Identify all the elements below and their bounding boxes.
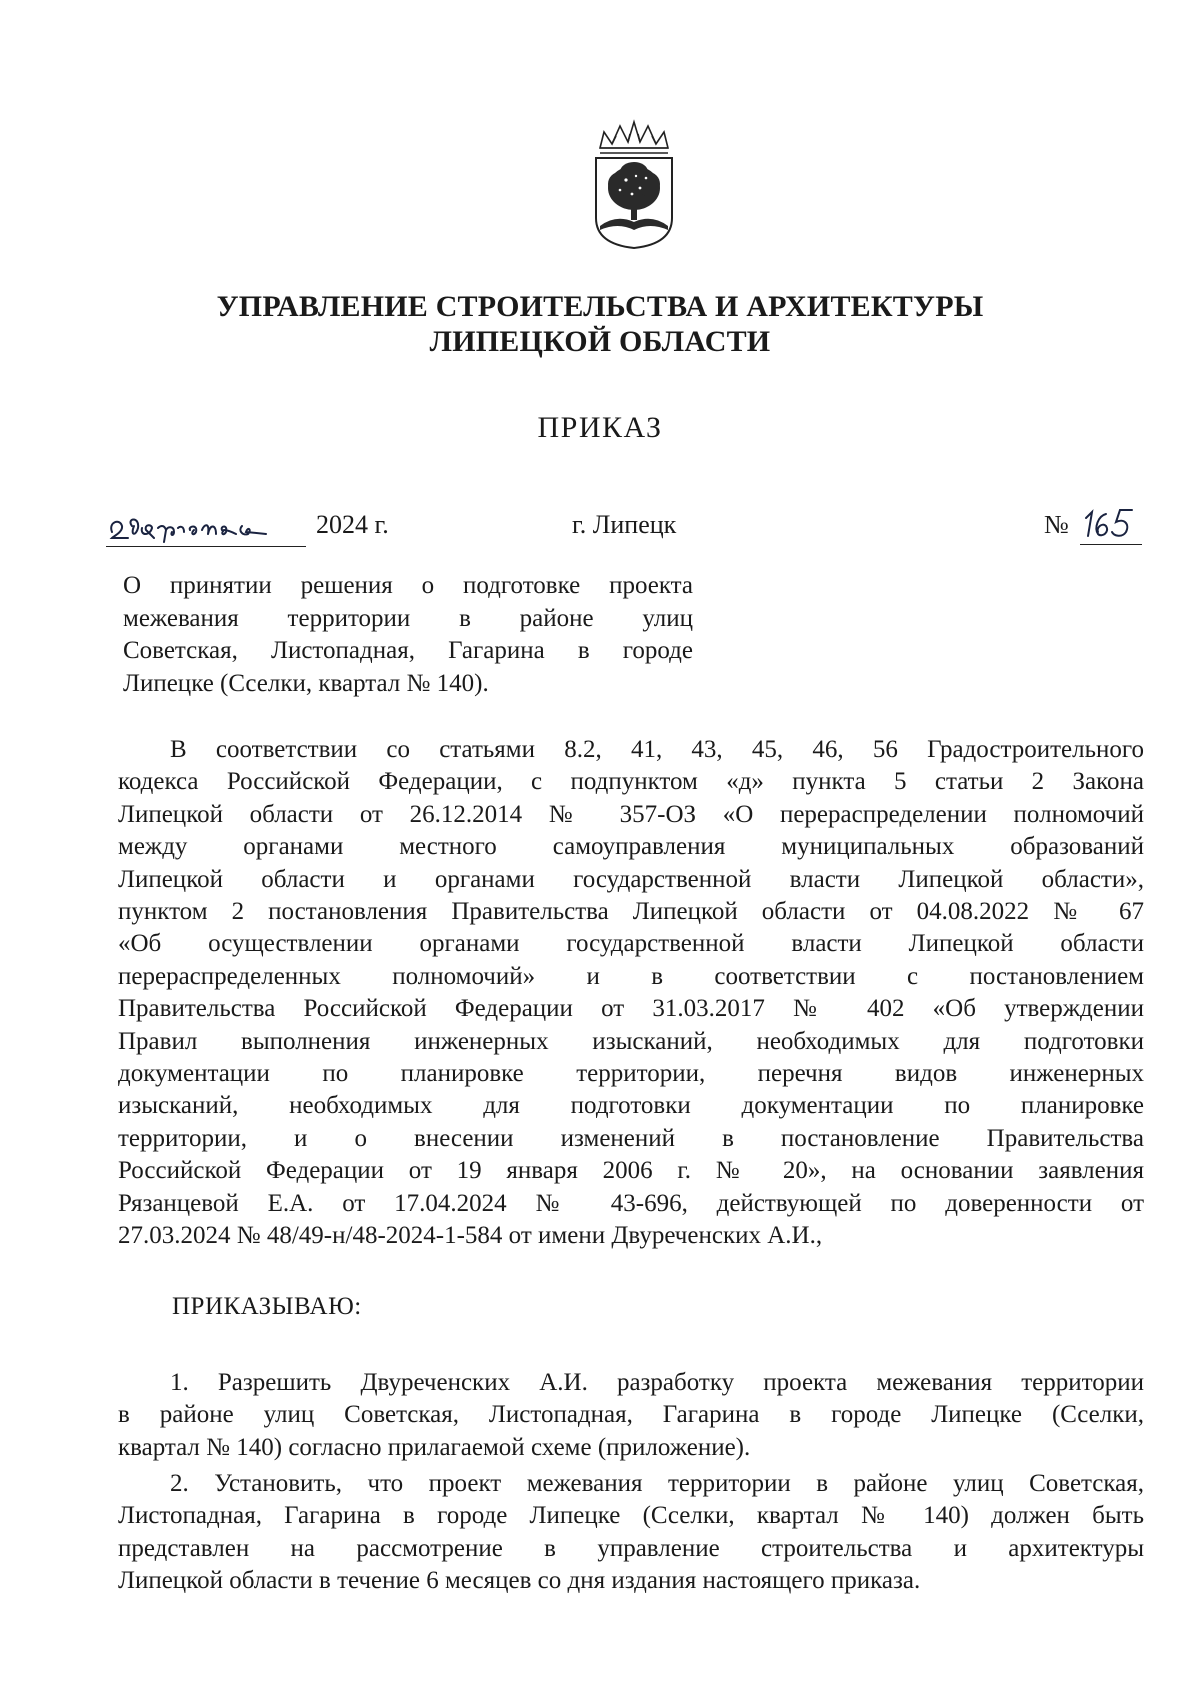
preamble-line: документации по планировке территории, перечня видов инженерных	[118, 1060, 1144, 1088]
preamble-line: изысканий, необходимых для подготовки документации по планировке	[118, 1092, 1144, 1120]
item-line: Листопадная, Гагарина в городе Липецке (Сселки, квартал № 140) должен быть	[118, 1502, 1144, 1530]
preamble-line: В соответствии со статьями 8.2, 41, 43, 45, 46, 56 Градостроительного	[170, 736, 1144, 763]
title-line: О принятии решения о подготовке проекта	[123, 572, 693, 599]
preamble-line: Липецкой области и органами государственной власти Липецкой области»,	[118, 865, 1144, 893]
date-line	[0, 510, 1200, 550]
item-line: Липецкой области в течение 6 месяцев со дня издания настоящего приказа.	[118, 1567, 921, 1595]
preamble-line: кодекса Российской Федерации, с подпунктом «д» пункта 5 статьи 2 Закона	[118, 768, 1144, 796]
title-line: Советская, Листопадная, Гагарина в городе	[123, 637, 693, 664]
title-line: Липецке (Сселки, квартал № 140).	[123, 669, 489, 697]
lipetsk-coat-of-arms-icon	[590, 118, 678, 250]
handwritten-date-signature-icon	[106, 504, 286, 544]
city: г. Липецк	[572, 510, 677, 539]
preamble-line: пунктом 2 постановления Правительства Липецкой области от 04.08.2022 № 67	[118, 898, 1144, 926]
item-line: 2. Установить, что проект межевания территории в районе улиц Советская,	[170, 1470, 1144, 1497]
preamble-line: Рязанцевой Е.А. от 17.04.2024 № 43-696, действующей по доверенности от	[118, 1189, 1144, 1217]
org-name-line-1: УПРАВЛЕНИЕ СТРОИТЕЛЬСТВА И АРХИТЕКТУРЫ	[216, 290, 984, 323]
preamble-line: «Об осуществлении органами государственной власти Липецкой области	[118, 930, 1144, 958]
item-line: 1. Разрешить Двуреченских А.И. разработку проекта межевания территории	[170, 1369, 1144, 1396]
preamble-paragraph	[118, 734, 1144, 1253]
preamble-line: территории, и о внесении изменений в постановление Правительства	[118, 1124, 1144, 1152]
order-item-2	[118, 1468, 1144, 1598]
preamble-line: Российской Федерации от 19 января 2006 г. № 20», на основании заявления	[118, 1157, 1144, 1185]
handwritten-date	[106, 504, 306, 547]
handwritten-number-signature-icon	[1080, 502, 1138, 542]
org-name-line-2: ЛИПЕЦКОЙ ОБЛАСТИ	[429, 325, 771, 358]
document-type: ПРИКАЗ	[537, 411, 663, 444]
preamble-line: между органами местного самоуправления муниципальных образований	[118, 833, 1144, 861]
document-title	[123, 570, 693, 700]
date-year: 2024 г.	[316, 510, 389, 539]
item-line: квартал № 140) согласно прилагаемой схеме (приложение).	[118, 1433, 751, 1461]
item-line: представлен на рассмотрение в управление строительства и архитектуры	[118, 1534, 1144, 1562]
handwritten-number	[1080, 502, 1142, 545]
preamble-line: Липецкой области от 26.12.2014 № 357-ОЗ «О перераспределении полномочий	[118, 800, 1144, 828]
item-line: в районе улиц Советская, Листопадная, Гагарина в городе Липецке (Сселки,	[118, 1401, 1144, 1429]
preamble-line: Правительства Российской Федерации от 31.03.2017 № 402 «Об утверждении	[118, 995, 1144, 1023]
preamble-line: 27.03.2024 № 48/49-н/48-2024-1-584 от имени Двуреченских А.И.,	[118, 1222, 823, 1250]
title-line: межевания территории в районе улиц	[123, 604, 693, 632]
order-word: ПРИКАЗЫВАЮ:	[172, 1293, 362, 1320]
preamble-line: Правил выполнения инженерных изысканий, необходимых для подготовки	[118, 1027, 1144, 1055]
order-item-1	[118, 1367, 1144, 1464]
number-label: №	[1044, 510, 1069, 539]
preamble-line: перераспределенных полномочий» и в соответствии с постановлением	[118, 962, 1144, 990]
